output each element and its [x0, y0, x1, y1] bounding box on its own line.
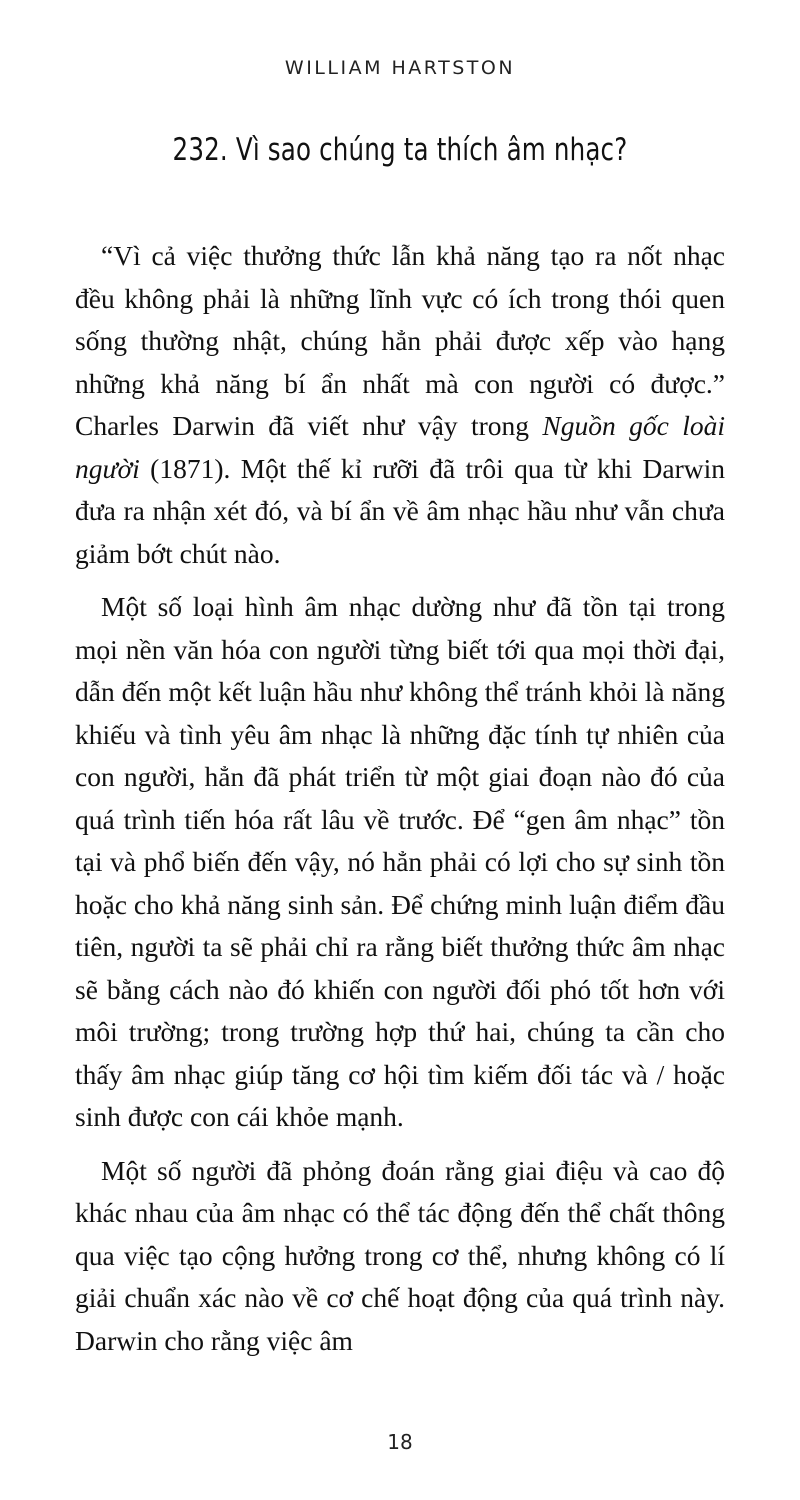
paragraph-3: Một số người đã phỏng đoán rằng giai điệu và cao độ khác nhau của âm nhạc có thể tác động đến thể chất thông qua việc tạo cộng hưởng trong cơ thể, nhưng không có lí giải chuẩn xác nào về cơ chế hoạt động của quá trình này. Darwin cho rằng việc âm [75, 1154, 725, 1356]
paragraph-2: Một số loại hình âm nhạc dường như đã tồn tại trong mọi nền văn hóa con người từng biết tới qua mọi thời đại, dẫn đến một kết luận hầu như không thể tránh khỏi là năng khiếu và tình yêu âm nhạc là những đặc tính tự nhiên của con người, hẳn đã phát triển từ một giai đoạn nào đó của quá trình tiến hóa rất lâu về trước. Để “gen âm nhạc” tồn tại và phổ biến đến vậy, nó hẳn phải có lợi cho sự sinh tồn hoặc cho khả năng sinh sản. Để chứng minh luận điểm đầu tiên, người ta sẽ phải chỉ ra rằng biết thưởng thức âm nhạc sẽ bằng cách nào đó khiến con người đối phó tốt hơn với môi trường; trong trường hợp thứ hai, chúng ta cần cho thấy âm nhạc giúp tăng cơ hội tìm kiếm đối tác và / hoặc sinh được con cái khỏe mạnh. [75, 591, 725, 1132]
page-number: 18 [387, 1430, 413, 1454]
paragraph-1 [75, 235, 725, 575]
chapter-title: 232. Vì sao chúng ta thích âm nhạc? [172, 132, 628, 168]
body-text [75, 235, 725, 1373]
paragraph-1-text-after: (1871). Một thế kỉ rưỡi đã trôi qua từ khi Darwin đưa ra nhận xét đó, và bí ẩn về âm nhạc hầu như vẫn chưa giảm bớt chút nào. [75, 452, 725, 569]
book-title-italic: Nguồn gốc loài người [75, 410, 725, 484]
running-header: WILLIAM HARTSTON [284, 57, 516, 79]
paragraph-1-text-before: “Vì cả việc thưởng thức lẫn khả năng tạo ra nốt nhạc đều không phải là những lĩnh vực có ích trong thói quen sống thường nhật, chúng hẳn phải được xếp vào hạng những khả năng bí ẩn nhất mà con người có được.” Charles Darwin đã viết như vậy trong [75, 240, 725, 441]
